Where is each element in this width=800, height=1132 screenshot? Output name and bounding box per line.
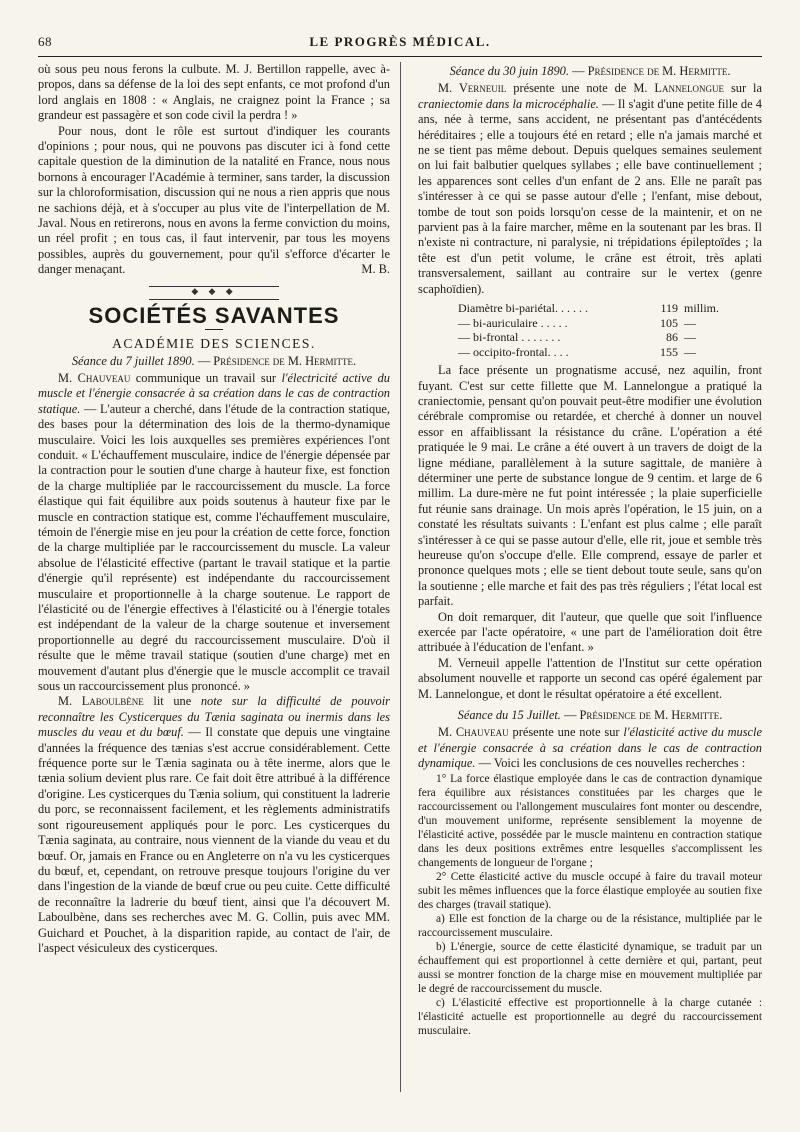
paragraph-body: — Voici les conclusions de ces nouvelles recherches : — [478, 756, 746, 771]
intro-text: sur la — [730, 81, 762, 96]
ornament-divider — [149, 286, 279, 300]
measurement-table — [458, 301, 762, 359]
measurement-value: 119 — [660, 301, 678, 316]
measurement-unit: — — [684, 330, 696, 345]
author-name: M. Laboulbène — [58, 694, 144, 709]
seance-date: Séance du 15 Juillet. — [457, 708, 561, 723]
paragraph-chauveau — [38, 371, 390, 695]
intro-text: présente une note de — [513, 81, 627, 96]
conclusion-a: a) Elle est fonction de la charge ou de la résistance, multipliée par le raccourcissement musculaire. — [418, 912, 762, 939]
column-rule — [400, 62, 401, 1092]
seance-presidence: — Présidence de M. Hermitte. — [197, 353, 357, 368]
measurement-label: — occipito-frontal. . . . — [458, 344, 569, 359]
intro-text: présente une note sur — [512, 725, 620, 740]
seance-date: Séance du 7 juillet 1890. — [71, 353, 195, 368]
seance-heading-july15 — [418, 708, 762, 723]
paper-title: l'élasticité active du muscle et l'énergie consacrée à sa création dans le cas de contraction dynamique. — [418, 725, 762, 771]
conclusion-1: 1° La force élastique employée dans le cas de contraction dynamique fera équilibre aux résistances constituées par les charges que le raccourcissement ou l'allongement musculaires font monter ou descendre, d'un mouvement uniforme, représente sensiblement la moyenne de l'élasticité active, possédée par le muscle maintenu en contraction statique dans les deux positions extrêmes entre lesquelles s'accomplissent les changements de longueur de l'organe ; — [418, 772, 762, 869]
author-name: M. Lannelongue — [633, 81, 724, 96]
measurement-label: — bi-frontal . . . . . . . — [458, 330, 561, 345]
paragraph-body: — L'auteur a cherché, dans l'étude de la contraction statique, des bases pour la détermination des lois de la thermo-dynamique musculaire. Voici les lois auxquelles ses premières expériences l'ont conduit. « L'échauffement musculaire, indice de l'énergie dépensée par la contraction pour le soutien d'une charge à hauteur fixe, est fonction de la charge multipliée par le raccourcissement du muscle. La force élastique qui fait équilibre aux poids soutenus à hauteur fixe par le muscle en contraction statique est, comme l'échauffement musculaire, témoin de l'énergie mise en jeu pour la création de cette force, fonction de la charge multipliée par le raccourcissement du muscle. La valeur absolue de l'élasticité effective (partant le travail statique et la partie d'énergie qu'il représente) est indépendante du raccourcissement musculaire et proportionnelle à la charge soutenue. Le rapport de l'élasticité ou de l'énergie effectives à l'élasticité ou à l'énergie totales est indépendant de la valeur de la charge soutenue et inversement proportionnelle au degré du raccourcissement musculaire. D'où il résulte que le même travail statique (soutien d'une charge) met en mouvement d'autant plus d'énergie que le muscle accomplit ce travail sous un raccourcissement plus prononcé. » — [38, 401, 390, 694]
right-column — [418, 62, 762, 1038]
paper-title: note sur la difficulté de pouvoir reconnaître les Cysticerques du Tænia saginata ou inermis dans les muscles du veau et du bœuf. — [38, 694, 390, 740]
author-name: M. Chauveau — [58, 370, 131, 385]
seance-presidence: — Présidence de M. Hermitte. — [564, 708, 723, 723]
measurement-value: 105 — [660, 315, 678, 330]
intro-text: lit une — [153, 694, 192, 709]
signature: M. B. — [361, 262, 390, 277]
intro-text: communique un travail sur — [135, 370, 277, 385]
paragraph-opinion — [38, 124, 390, 278]
running-title: LE PROGRÈS MÉDICAL. — [309, 34, 491, 49]
author-name: M. Verneuil — [438, 81, 507, 96]
measurement-unit: — — [684, 344, 696, 359]
conclusions-list — [418, 772, 762, 1038]
seance-presidence: — Présidence de M. Hermitte. — [572, 64, 731, 78]
section-title: SOCIÉTÉS SAVANTES — [88, 302, 340, 328]
measurement-row — [458, 330, 762, 345]
paragraph-body: — Il constate que depuis une vingtaine d'années la fréquence des tænias s'est accrue considérablement. Cette fréquence porte sur le Tænia saginata ou à tête inerme, alors que le tænia solium devient plus rare. Ce fait doit être attribué à la différence d'origine. Les cysticerques du Tænia solium, qui constituent la ladrerie du porc, se reconnaissent facilement, et les règlements administratifs sont rigoureusement appliqués pour le porc. Les cysticerques du Tænia saginata, au contraire, nous viennent de la viande du veau et du bœuf. Or, jamais en France ou en Angleterre on n'a vu les cysticerques du bœuf, et, cependant, on retrouve presque toujours l'origine du ver dans l'ingestion de la viande de bœuf crue ou peu cuite. Cette difficulté de reconnaître la ladrerie du bœuf tient, ainsi que l'a découvert M. Laboulbène, dans ses recherches avec M. G. Collin, puis avec MM. Guichard et Pouchet, à la disparition rapide, au contact de l'air, de l'aspect vésiculeux des cysticerques. — [38, 725, 390, 955]
page-number: 68 — [38, 34, 52, 49]
paragraph-opinion-text: Pour nous, dont le rôle est surtout d'indiquer les courants d'opinions ; pour nous, qui ne pouvons pas discuter ici à fond cette capitale question de la diminution de la natalité en France, nous nous bornons à encourager l'Académie à terminer, sans tarder, la discussion sur la chloroformisation, discussion qui ne nous a rien appris que nous ne sachions déjà, et à s'occuper au plus vite de l'interpellation de M. Javal. Nous en retirerons, nous en avons la ferme conviction du moins, un réel profit ; en tous cas, il faut intervenir, par tous les moyens possibles, auprès du gouvernement, pour qu'il s'efforce d'écarter le danger menaçant. — [38, 123, 390, 277]
seance-heading-june30 — [418, 64, 762, 79]
paragraph-chauveau-dynamic — [418, 725, 762, 771]
measurement-label: Diamètre bi-pariétal. . . . . . — [458, 301, 588, 316]
paragraph-body: — Il s'agit d'une petite fille de 4 ans, née à terme, sans accident, ne présentant pas d'antécédents héréditaires ; elle a toujours été en retard ; elle n'a jamais marché et ne se tient pas même debout. Depuis quelques semaines seulement on lui fait balbutier quelques syllabes ; elle bave continuellement ; les apparences sont celles d'un enfant de 2 ans. Elle ne paraît pas s'intéresser à ce qui se passe autour d'elle ; l'enfant, mise debout, tombe de tout son poids lorsqu'on cesse de la maintenir, et on ne parvient pas à la faire marcher, même en la soutenant par les bras. Il n'existe ni contracture, ni paralysie, ni trépidations épileptoïdes ; la tête est d'un petit volume, le crâne est étroit, très aplati transversalement, saillant au contraire sur le vertex (genre scaphoïdien). — [418, 96, 762, 296]
paragraph-verneuil — [418, 81, 762, 297]
left-column — [38, 62, 390, 956]
measurement-row — [458, 301, 762, 316]
seance-date: Séance du 30 juin 1890. — [449, 64, 569, 78]
running-header — [38, 32, 762, 57]
conclusion-b: b) L'énergie, source de cette élasticité dynamique, se traduit par un échauffement qui est proportionnel à cette dernière et qui, partant, peut aussi se montrer fonction de la charge mise en mouvement multipliée par le degré de raccourcissement du muscle. — [418, 940, 762, 995]
short-rule — [205, 329, 223, 330]
measurement-unit: — — [684, 315, 696, 330]
measurement-unit: millim. — [684, 301, 720, 316]
measurement-value: 155 — [660, 344, 678, 359]
paragraph-bertillon: où sous peu nous ferons la culbute. M. J. Bertillon rappelle, avec à-propos, dans sa défense de la loi des sept enfants, ce mot profond d'un lord anglais en 1808 : « Anglais, ne craignez point la France ; sa grandeur est passagère et son code civil la perdra ! » — [38, 62, 390, 123]
paragraph-laboulbene — [38, 694, 390, 956]
measurement-label: — bi-auriculaire . . . . . — [458, 315, 568, 330]
paragraph-verneuil-second-case: M. Verneuil appelle l'attention de l'Institut sur cette opération absolument nouvelle et rapporte un second cas opéré également par M. Lannelongue, et dont le résultat opératoire a été excellent. — [418, 655, 762, 701]
paragraph-face: La face présente un prognatisme accusé, nez aquilin, front fuyant. C'est sur cette fillette que M. Lannelongue a pratiqué la craniectomie, pensant qu'on pouvait peut-être modifier une évolution cérébrale compromise ou retardée, et cherché à donner un nouvel essor en affaiblissant la résistance du crâne. L'opération a été pratiquée le 9 mai. Le crâne a été ouvert à un travers de doigt de la ligne médiane, parallèlement à la suture sagittale, de manière à déterminer une perte de substance longue de 9 centim. et large de 6 millim. La dure-mère ne fut point intéressée ; la plaie superficielle fut réunie sans drainage. Un mois après l'opération, le 15 juin, on a constaté les résultats suivants : L'enfant est plus calme ; elle paraît s'intéresser à ce qui se passe autour d'elle, elle rit, joue et semble très heureuse qu'on s'occupe d'elle. Elle comprend, essaye de parler et prononce quelques mots ; elle se tient debout toute seule, sans qu'on la soutienne ; elle marche et fait des pas très réguliers ; l'état local est parfait. — [418, 363, 762, 609]
measurement-value: 86 — [666, 330, 678, 345]
paragraph-remark: On doit remarquer, dit l'auteur, que quelle que soit l'influence exercée par l'acte opératoire, « une part de l'amélioration doit être attribuée à l'éducation de l'enfant. » — [418, 609, 762, 655]
seance-heading-july7 — [38, 354, 390, 369]
author-name: M. Chauveau — [438, 725, 509, 740]
academy-heading: ACADÉMIE DES SCIENCES. — [112, 336, 316, 352]
measurement-row — [458, 345, 762, 360]
conclusion-c: c) L'élasticité effective est proportionnelle à la charge cutanée : l'élasticité actuelle est proportionnelle au degré du raccourcissement musculaire. — [418, 996, 762, 1037]
measurement-row — [458, 316, 762, 331]
paper-title: l'électricité active du muscle et l'énergie consacrée à sa création dans le cas de contraction statique. — [38, 370, 390, 416]
paper-title: craniectomie dans la microcéphalie. — [418, 96, 599, 111]
conclusion-2: 2° Cette élasticité active du muscle occupé à faire du travail moteur subit les mêmes influences que la force élastique employée au soutien fixe des charges (travail statique). — [418, 870, 762, 911]
